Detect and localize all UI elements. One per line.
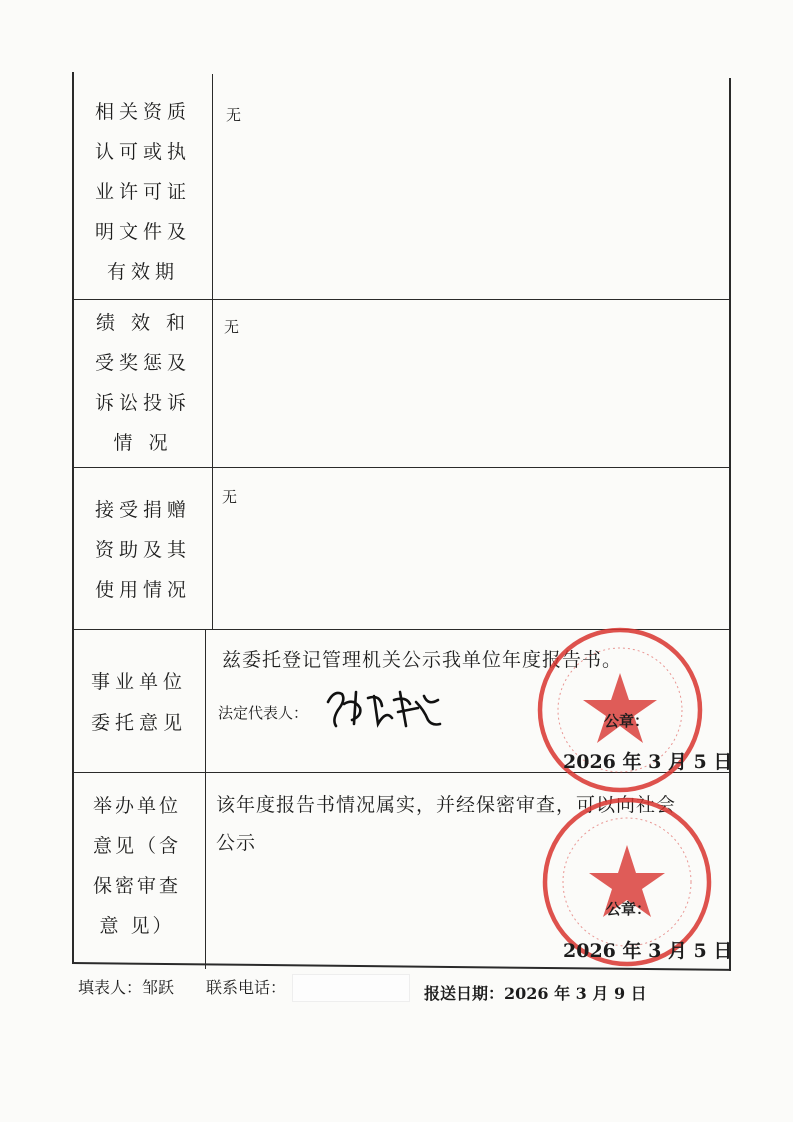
seal-label-2: 公章： xyxy=(606,900,652,918)
institution-statement: 兹委托登记管理机关公示我单位年度报告书。 xyxy=(222,649,623,671)
qualification-label: 相关资质 认可或执 业许可证 明文件及 有效期 xyxy=(94,101,191,283)
performance-value: 无 xyxy=(224,318,240,336)
sponsor-statement-line2: 公示 xyxy=(216,832,257,854)
table-column-divider xyxy=(212,74,213,629)
redacted-phone xyxy=(292,974,410,1002)
row-divider-2 xyxy=(72,467,730,468)
qualification-value: 无 xyxy=(226,106,242,124)
sponsor-statement-line1: 该年度报告书情况属实，并经保密审查，可以向社会 xyxy=(216,794,677,816)
institution-opinion-label: 事业单位 委托意见 xyxy=(90,671,187,734)
form-filler: 填表人：邹跃 xyxy=(78,978,175,997)
row-divider-1 xyxy=(72,299,730,300)
performance-label: 绩 效 和 受奖惩及 诉讼投诉 情 况 xyxy=(94,312,191,454)
table-column-divider-lower xyxy=(205,629,206,969)
donation-value: 无 xyxy=(222,488,238,506)
seal-label-1: 公章： xyxy=(604,712,650,730)
institution-date: 2026 年 3 月 5 日 xyxy=(563,751,733,773)
handwritten-signature xyxy=(320,680,450,740)
table-right-border xyxy=(729,78,731,971)
donation-label: 接受捐赠 资助及其 使用情况 xyxy=(94,499,191,601)
sponsor-date: 2026 年 3 月 5 日 xyxy=(563,940,733,962)
report-date: 报送日期：2026 年 3 月 9 日 xyxy=(424,984,647,1003)
legal-rep-label: 法定代表人： xyxy=(218,704,309,722)
sponsor-opinion-label: 举办单位 意见（含 保密审查 意 见） xyxy=(92,795,181,937)
phone-label: 联系电话： xyxy=(206,978,287,997)
